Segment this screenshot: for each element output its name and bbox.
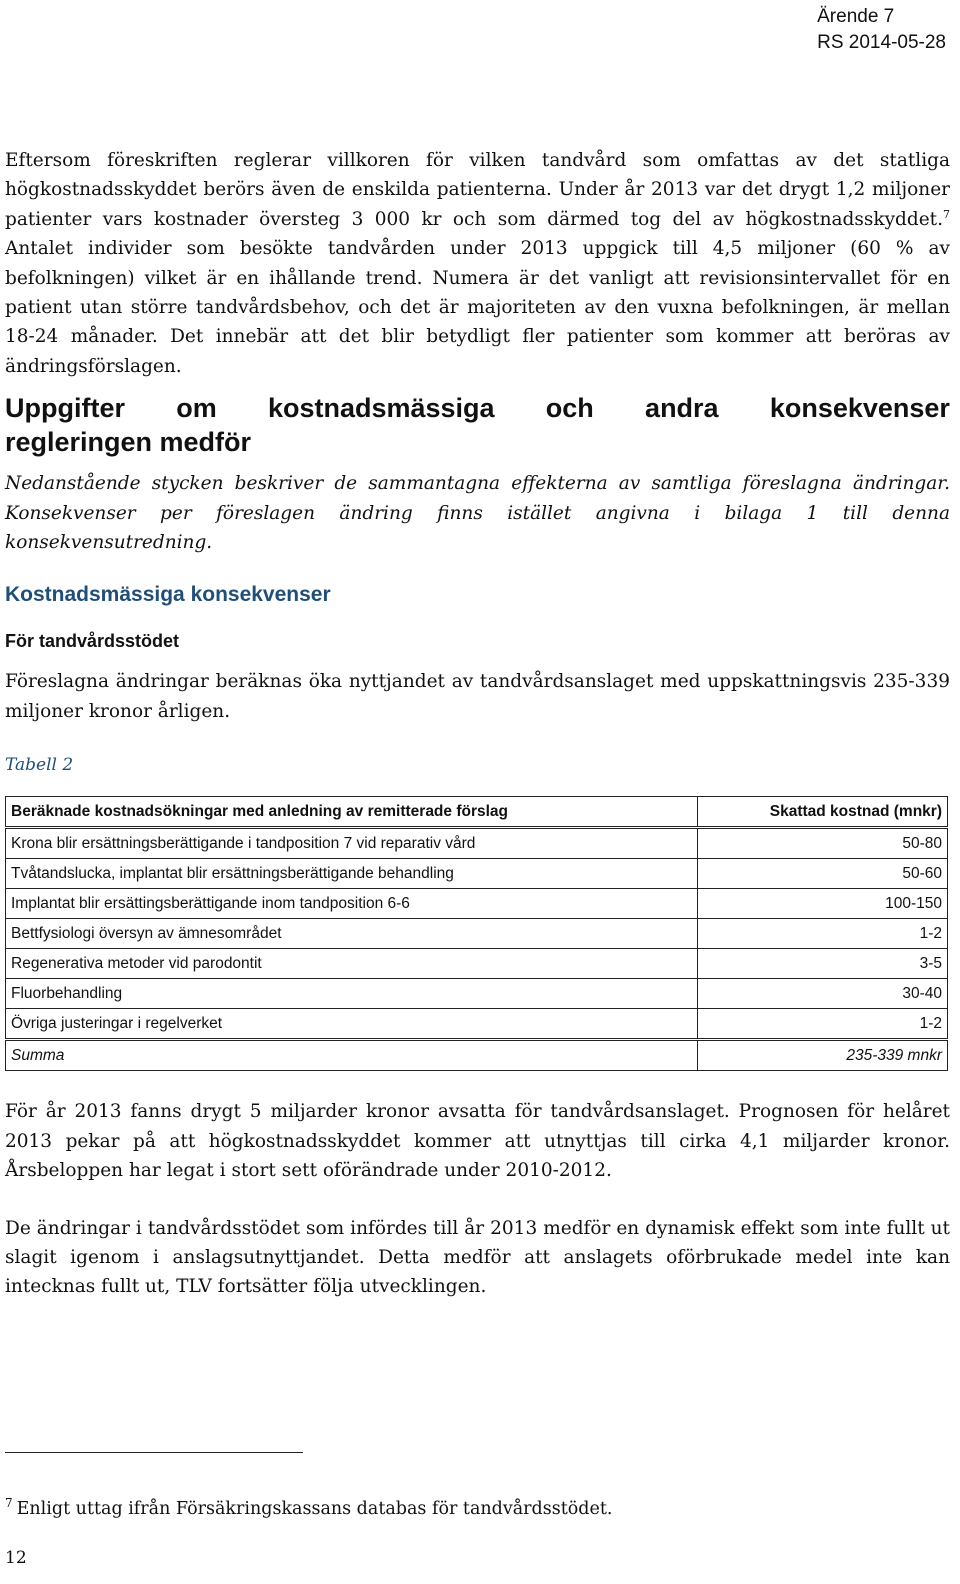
table-summary-label: Summa [6, 1040, 698, 1071]
footnote-reference[interactable]: 7 [943, 207, 950, 221]
table-header-cell: Skattad kostnad (mnkr) [698, 797, 948, 828]
section-intro-italic: Nedanstående stycken beskriver de sammantagna effekterna av samtliga föreslagna ändringar. Konsekvenser per föreslagen ändring finns istället angivna i bilaga 1 till denna konsekvensutredning. [5, 473, 950, 554]
table-cell-value: 30-40 [698, 979, 948, 1009]
table-cell-label: Övriga justeringar i regelverket [6, 1009, 698, 1040]
table-cell-label: Bettfysiologi översyn av ämnesområdet [6, 919, 698, 949]
document-reference: RS 2014-05-28 [817, 32, 946, 53]
table-cell-value: 100-150 [698, 889, 948, 919]
table-cell-label: Regenerativa metoder vid parodontit [6, 949, 698, 979]
table-cell-value: 50-80 [698, 828, 948, 859]
heading-word: kostnadsmässiga [267, 393, 495, 424]
document-body [5, 146, 950, 1302]
table-caption: Tabell 2 [5, 755, 74, 776]
heading-word: Uppgifter [5, 393, 125, 424]
table-summary-value: 235-339 mnkr [698, 1040, 948, 1071]
heading-word: konsekvenser [769, 393, 950, 424]
table-header-cell: Beräknade kostnadsökningar med anledning av remitterade förslag [6, 797, 698, 828]
intro-paragraph-part2: Antalet individer som besökte tandvården under 2013 uppgick till 4,5 miljoner (60 % av befolkningen) vilket är en ihållande trend. Numera är det vanligt att revisionsintervallet för en patient utan större tandvårdsbehov, och det är majoriteten av den vuxna befolkningen, är mellan 18-24 månader. Det innebär att det blir betydligt fler patienter som kommer att beröras av ändringsförslagen. [5, 238, 950, 377]
estimate-paragraph: Föreslagna ändringar beräknas öka nyttjandet av tandvårdsanslaget med uppskattningsvis 235-339 miljoner kronor årligen. [5, 671, 950, 722]
section-heading-line1 [5, 391, 950, 425]
page-number: 12 [5, 1548, 27, 1568]
footnote-number: 7 [5, 1496, 13, 1510]
case-number: Ärende 7 [817, 6, 895, 27]
table-row [6, 979, 948, 1009]
subsection-heading: Kostnadsmässiga konsekvenser [5, 583, 331, 607]
footnote [5, 1491, 612, 1521]
budget-paragraph: För år 2013 fanns drygt 5 miljarder kronor avsatta för tandvårdsanslaget. Prognosen för helåret 2013 pekar på att högkostnadsskyddet kommer att utnyttjas till cirka 4,1 miljarder kronor. Årsbeloppen har legat i stort sett oförändrade under 2010-2012. [5, 1101, 950, 1182]
table-summary-row [6, 1040, 948, 1071]
table-row [6, 828, 948, 859]
table-row [6, 919, 948, 949]
section-heading [5, 391, 950, 459]
subsubsection-heading: För tandvårdsstödet [5, 631, 180, 652]
table-cell-label: Tvåtandslucka, implantat blir ersättningsberättigande behandling [6, 859, 698, 889]
table-row [6, 949, 948, 979]
table-cell-label: Fluorbehandling [6, 979, 698, 1009]
table-header-row [6, 797, 948, 828]
section-heading-line2: regleringen medför [5, 427, 252, 458]
table-cell-label: Krona blir ersättningsberättigande i tandposition 7 vid reparativ vård [6, 828, 698, 859]
intro-paragraph-part1: Eftersom föreskriften reglerar villkoren för vilken tandvård som omfattas av det statliga högkostnadsskyddet berörs även de enskilda patienterna. Under år 2013 var det drygt 1,2 miljoner patienter vars kostnader översteg 3 000 kr och som därmed tog del av högkostnadsskyddet. [5, 150, 950, 230]
footnote-text: Enligt uttag ifrån Försäkringskassans databas för tandvårdsstödet. [16, 1498, 613, 1519]
table-cell-value: 1-2 [698, 1009, 948, 1040]
table-row [6, 1009, 948, 1040]
table-row [6, 859, 948, 889]
footnote-divider [5, 1452, 303, 1453]
intro-paragraph [5, 146, 950, 381]
heading-word: om [176, 393, 217, 424]
heading-word: och [545, 393, 594, 424]
table-row [6, 889, 948, 919]
table-cell-label: Implantat blir ersättingsberättigande inom tandposition 6-6 [6, 889, 698, 919]
page-header [817, 4, 946, 56]
table-cell-value: 50-60 [698, 859, 948, 889]
dynamic-effect-paragraph: De ändringar i tandvårdsstödet som infördes till år 2013 medför en dynamisk effekt som inte fullt ut slagit igenom i anslagsutnyttjandet. Detta medför att anslagets oförbrukade medel inte kan intecknas fullt ut, TLV fortsätter följa utvecklingen. [5, 1217, 950, 1298]
table-cell-value: 1-2 [698, 919, 948, 949]
table-cell-value: 3-5 [698, 949, 948, 979]
heading-word: andra [645, 393, 719, 424]
cost-table [5, 796, 948, 1071]
